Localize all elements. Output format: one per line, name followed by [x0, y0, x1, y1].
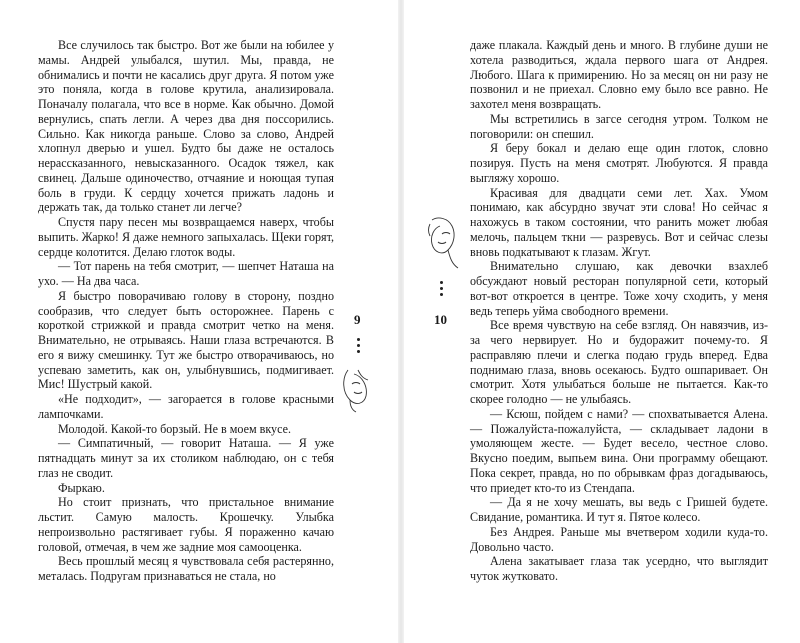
paragraph: Внимательно слушаю, как девочки взахлеб обсуждают новый ресторан популярной сети, который вот-вот откроется в центре. Тоже хочу сходить, у меня ведь теперь уйма свободного времени. [470, 259, 768, 318]
paragraph: — Да я не хочу мешать, вы ведь с Гришей будете. Свидание, романтика. И тут я. Пятое колесо. [470, 495, 768, 524]
ornament-dots-icon [357, 338, 360, 356]
paragraph: Все случилось так быстро. Вот же были на юбилее у мамы. Андрей улыбался, шутил. Мы, правда, не обнимались и почти не касались друг друга. Я потом уже это поняла, когда в голове крутила, анализировала. Поначалу полагала, что все в норме. Как обычно. Домой вернулись, спать легли. А через два дня поссорились. Сильно. Как никогда раньше. Слово за слово, Андрей хлопнул дверью и ушел. Будто бы даже не осталось нерассказанного, невысказанного. Осадок тяжел, как свинец. Дальше одиночество, отчаяние и ноющая тупая боль в груди. К сердцу хочется прижать ладонь и держать так, да только станет ли легче? [38, 38, 334, 215]
paragraph: Весь прошлый месяц я чувствовала себя растерянно, металась. Подругам признаваться не стала, но [38, 554, 334, 583]
paragraph: Фыркаю. [58, 480, 105, 495]
paragraph: — Ксюш, пойдем с нами? — спохватывается Алена. — Пожалуйста-пожалуйста, — складывает ладони в умоляющем жесте. — Будет весело, честное слово. Вкусно поедим, выпьем вина. Они программу обещают. Пока секрет, правда, но по обрывкам фраз догадываюсь, что приедет кто-то из Стендапа. [470, 406, 768, 495]
paragraph: Алена закатывает глаза так усердно, что выглядит чуток жутковато. [470, 554, 768, 583]
paragraph: даже плакала. Каждый день и много. В глубине души не хотела разводиться, ждала первого шага от Андрея. Любого. Шага к примирению. Но за месяц он ни разу не позвонил и не приехал. Словно ему было все равно. Не захотел меня возвращать. [470, 38, 768, 111]
paragraph: «Не подходит», — загорается в голове красными лампочками. [38, 392, 334, 421]
paragraph: Красивая для двадцати семи лет. Хах. Умом понимаю, как абсурдно звучат эти слова! Но сейчас я нахожусь в таком состоянии, что ранить может любая мелочь, пальцем ткни — разревусь. Вот и сейчас слезы вновь подкатывают к глазам. Жгут. [470, 185, 768, 259]
paragraph: Я быстро поворачиваю голову в сторону, поздно сообразив, что следует быть осторожнее. Парень с короткой стрижкой и правда смотрит четко на меня. Внимательно, не отрываясь. Наши глаза встречаются. В его я вижу смешинку. Тут же быстро отворачиваюсь, но успеваю заметить, как он, улыбнувшись, подмигивает. Мис! Шустрый какой. [38, 288, 334, 392]
paragraph: Все время чувствую на себе взгляд. Он навязчив, из-за чего нервирует. Но и будоражит почему-то. Я расправляю плечи и слегка подаю грудь вперед. Едва поднимаю глаза, вновь осекаюсь. Будто ошпаривает. Он смотрит. Хотя улыбаться больше не пытается. Как-то скорее голодно — не улыбаясь. [470, 318, 768, 406]
paragraph: Спустя пару песен мы возвращаемся наверх, чтобы выпить. Жарко! Я даже немного запыхалась. Щеки горят, сердце колотится. Делаю глоток воды. [38, 215, 334, 259]
paragraph: Без Андрея. Раньше мы вчетвером ходили куда-то. Довольно часто. [470, 524, 768, 554]
paragraph: Но стоит признать, что пристальное внимание льстит. Самую малость. Крошечку. Улыбка непроизвольно растягивает губы. Я пораженно качаю головой, отмечая, в чем же задние моя самооценка. [38, 495, 334, 554]
paragraph: Мы встретились в загсе сегодня утром. Толком не поговорили: он спешил. [470, 111, 768, 141]
face-sketch-icon [338, 366, 374, 414]
paragraph: — Тот парень на тебя смотрит, — шепчет Наташа на ухо. — На два часа. [38, 259, 334, 288]
paragraph: — Симпатичный, — говорит Наташа. — Я уже пятнадцать минут за их столиком наблюдаю, он с тебя глаз не сводит. [38, 436, 334, 480]
book-gutter [398, 0, 404, 643]
face-sketch-icon [424, 214, 464, 272]
right-page [470, 38, 768, 584]
paragraph: Я беру бокал и делаю еще один глоток, словно позируя. Пусть на меня смотрят. Любуются. Я правда выгляжу хорошо. [470, 141, 768, 185]
page-number-right: 10 [434, 312, 447, 327]
paragraph: Молодой. Какой-то борзый. Не в моем вкусе. [58, 421, 292, 436]
ornament-dots-icon [440, 281, 443, 299]
left-page [38, 38, 334, 584]
page-number-left: 9 [354, 312, 361, 327]
